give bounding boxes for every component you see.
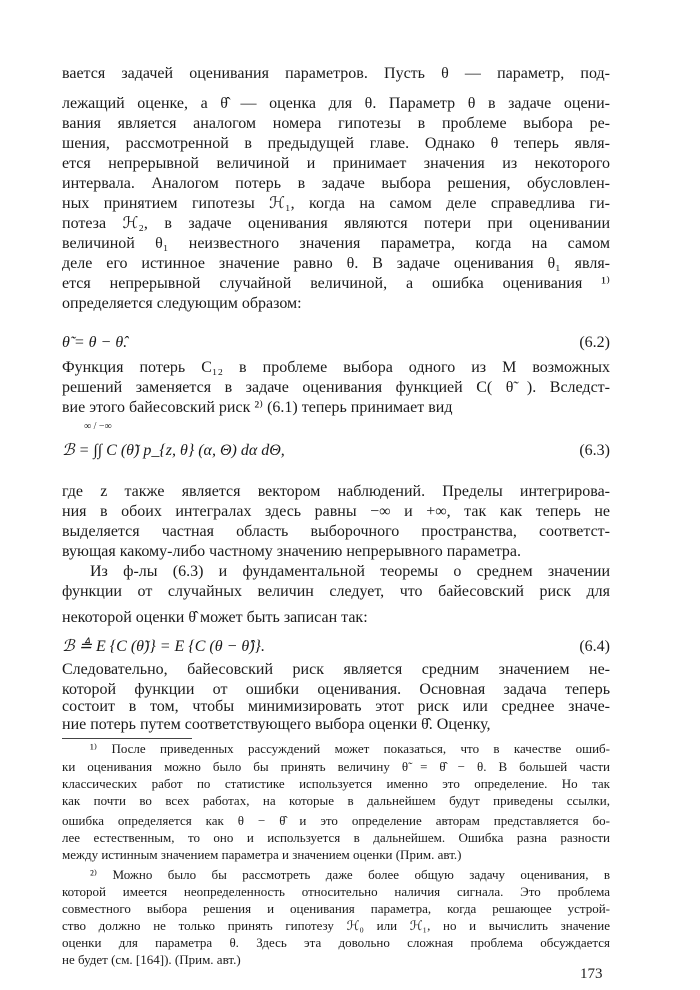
- footnote-line: не будет (см. [164]). (Прим. авт.): [62, 952, 241, 967]
- page-number: 173: [580, 966, 603, 982]
- equation-expression: ℬ = ∫∫ C (θ̃) p_{z, θ} (α, Θ) dα dΘ,: [62, 442, 285, 459]
- footnote-line: как почти во всех работах, на которые в дальнейшем будут приведены ссылки,: [62, 793, 610, 808]
- equation-number: (6.4): [579, 638, 610, 655]
- body-line: потеза ℋ₂, в задаче оценивания являются потери при оценивании: [62, 215, 610, 232]
- footnote-line: между истинным значением параметра и значением оценки (Прим. авт.): [62, 847, 462, 862]
- footnote-line: ¹⁾ После приведенных рассуждений может показаться, что в качестве ошиб-: [90, 741, 610, 756]
- body-line: шения, рассмотренной в предыдущей главе. Однако θ теперь явля-: [62, 135, 610, 152]
- body-line: функции от случайных величин следует, что байесовский риск для: [62, 583, 610, 600]
- body-line: интервала. Аналогом потерь в задаче выбора решения, обусловлен-: [62, 175, 610, 192]
- body-line: ных принятием гипотезы ℋ₁, когда на самом деле справедлива ги-: [62, 195, 610, 212]
- equation-number: (6.2): [579, 334, 610, 351]
- body-line: вается задачей оценивания параметров. Пусть θ — параметр, под-: [62, 65, 610, 82]
- body-line: определяется следующим образом:: [62, 295, 302, 312]
- footnote-line: лее естественным, то оно и используется в дальнейшем. Ошибка разна разности: [62, 830, 610, 845]
- body-line: выделяется частная область выборочного пространства, соответст-: [62, 523, 610, 540]
- equation-number: (6.3): [579, 442, 610, 459]
- equation-6-3: [62, 421, 610, 474]
- footnote-line: которой имеется неопределенность относительно наличия сигнала. Это проблема: [62, 884, 610, 899]
- footnote-line: совместного выбора решения и оценивания параметра, когда решающее устрой-: [62, 901, 610, 916]
- body-line: ния в обоих интегралах здесь равны −∞ и +∞, так как теперь не: [62, 503, 610, 520]
- integral-limits: ∞ / −∞: [84, 421, 112, 432]
- footnote-line: классических работ по статистике используется именно это определение. Но так: [62, 776, 610, 791]
- body-line: некоторой оценки θ̂ может быть записан так:: [62, 609, 368, 626]
- body-line: состоит в том, чтобы минимизировать этот риск или среднее значе-: [62, 698, 610, 715]
- body-line: лежащий оценке, а θ̂ — оценка для θ. Параметр θ в задаче оцени-: [62, 95, 610, 112]
- footnote-line: ²⁾ Можно было бы рассмотреть даже более общую задачу оценивания, в: [90, 867, 610, 882]
- footnote-rule: [62, 738, 192, 739]
- equation-expression: θ̃ = θ − θ̂.: [62, 334, 128, 351]
- body-line: вания является аналогом номера гипотезы в проблеме выбора ре-: [62, 115, 610, 132]
- body-line: Функция потерь C₁₂ в проблеме выбора одного из M возможных: [62, 359, 610, 376]
- footnote-line: оценки для параметра θ. Здесь эта довольно сложная проблема обсуждается: [62, 935, 610, 950]
- body-line: вие этого байесовский риск ²⁾ (6.1) теперь принимает вид: [62, 399, 453, 416]
- footnote-line: ство должно не только принять гипотезу ℋ₀ или ℋ₁, но и вычислить значение: [62, 918, 610, 933]
- body-line: ется непрерывной случайной величиной, а ошибка оценивания ¹⁾: [62, 275, 610, 292]
- footnote-line: ошибка определяется как θ − θ̂ и это определение авторам представляется бо-: [62, 813, 610, 828]
- footnote-line: ки оценивания можно было бы принять величину θ̃ = θ̂ − θ. В большей части: [62, 759, 610, 774]
- body-line: деле его истинное значение равно θ. В задаче оценивания θ₁ явля-: [62, 255, 610, 272]
- body-line: ется непрерывной величиной и принимает значения из некоторого: [62, 155, 610, 172]
- body-line: ние потерь путем соответствующего выбора оценки θ̂. Оценку,: [62, 716, 491, 733]
- body-line: решений заменяется в задаче оценивания функцией C( θ̃ ). Вследст-: [62, 379, 610, 396]
- body-line: где z также является вектором наблюдений. Пределы интегрирова-: [62, 483, 610, 500]
- body-line: величиной θ₁ неизвестного значения параметра, когда на самом: [62, 235, 610, 252]
- body-line: которой функции от ошибки оценивания. Основная задача теперь: [62, 681, 610, 698]
- body-line: Следовательно, байесовский риск является средним значением не-: [62, 661, 610, 678]
- body-line: Из ф-лы (6.3) и фундаментальной теоремы о среднем значении: [90, 563, 610, 580]
- body-line: вующая какому-либо частному значению непрерывного параметра.: [62, 543, 522, 560]
- equation-expression: ℬ ≜ E {C (θ̃)} = E {C (θ − θ̂)}.: [62, 638, 265, 655]
